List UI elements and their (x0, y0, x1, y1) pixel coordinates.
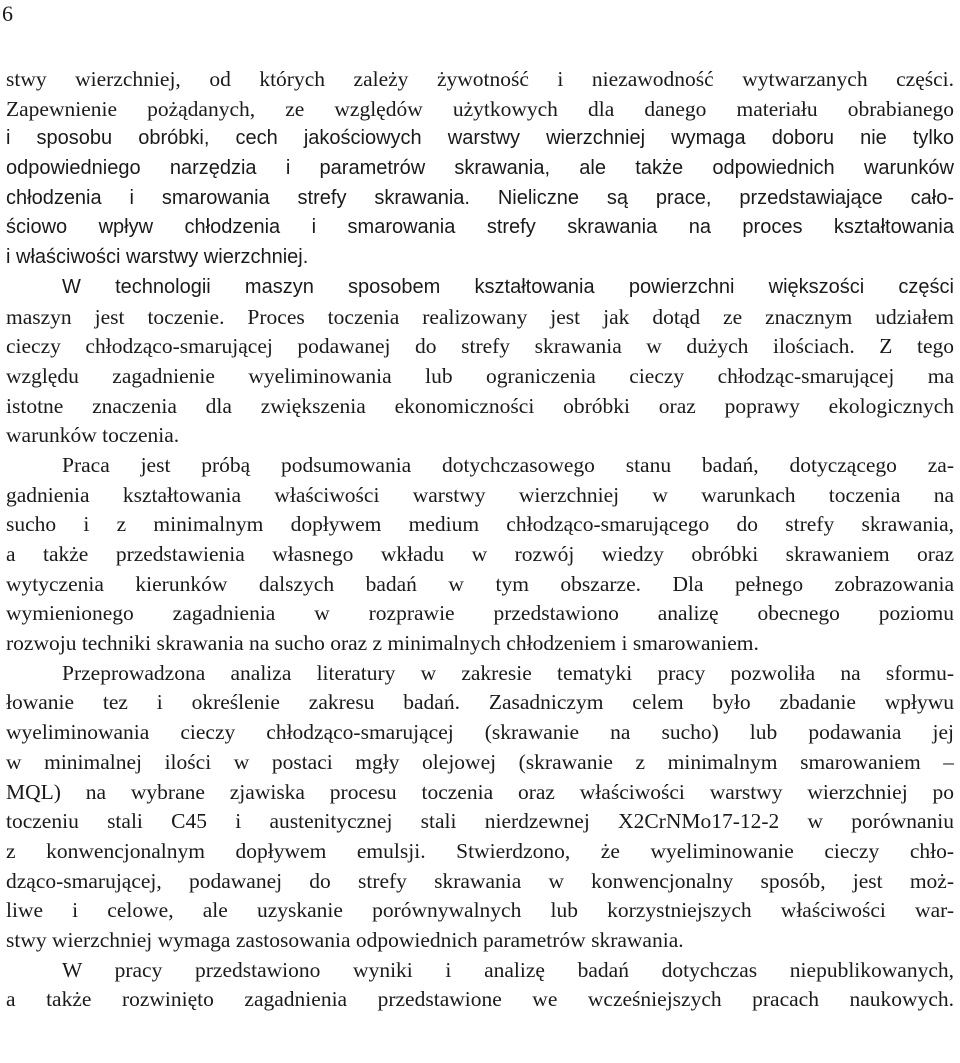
text-line: i sposobu obróbki, cech jakościowych warstwy wierzchniej wymaga doboru nie tylko (6, 127, 954, 150)
text-line: W technologii maszyn sposobem kształtowania powierzchni większości części (62, 275, 954, 298)
text-line: stwy wierzchniej, od których zależy żywotność i niezawodność wytwarzanych części. (6, 67, 954, 91)
text-line: Praca jest próbą podsumowania dotychczasowego stanu badań, dotyczącego za- (62, 452, 954, 477)
text-line: warunków toczenia. (6, 423, 180, 448)
text-line: wyeliminowania cieczy chłodząco-smarującej (skrawanie na sucho) lub podawania jej (6, 720, 954, 745)
text-line: a także przedstawienia własnego wkładu w rozwój wiedzy obróbki skrawaniem oraz (6, 542, 954, 566)
text-line: Zapewnienie pożądanych, ze względów użytkowych dla danego materiału obrabianego (6, 96, 954, 121)
text-line: odpowiedniego narzędzia i parametrów skrawania, ale także odpowiednich warunków (6, 157, 954, 180)
text-line: liwe i celowe, ale uzyskanie porównywalnych lub korzystniejszych właściwości war- (6, 898, 954, 923)
text-line: a także rozwinięto zagadnienia przedstawione we wcześniejszych pracach naukowych. (6, 987, 954, 1012)
text-line: istotne znaczenia dla zwiększenia ekonomiczności obróbki oraz poprawy ekologicznych (6, 393, 954, 418)
text-line: Przeprowadzona analiza literatury w zakresie tematyki pracy pozwoliła na sformu- (62, 660, 954, 685)
text-line: z konwencjonalnym dopływem emulsji. Stwierdzono, że wyeliminowanie cieczy chło- (6, 838, 954, 863)
text-line: w minimalnej ilości w postaci mgły olejowej (skrawanie z minimalnym smarowaniem – (6, 749, 954, 774)
text-line: sucho i z minimalnym dopływem medium chłodząco-smarującego do strefy skrawania, (6, 512, 954, 537)
text-line: gadnienia kształtowania właściwości warstwy wierzchniej w warunkach toczenia na (6, 482, 954, 507)
text-line: rozwoju techniki skrawania na sucho oraz z minimalnych chłodzeniem i smarowaniem. (6, 631, 759, 656)
text-line: maszyn jest toczenie. Proces toczenia realizowany jest jak dotąd ze znacznym udziałem (6, 304, 954, 329)
text-line: MQL) na wybrane zjawiska procesu toczenia oraz właściwości warstwy wierzchniej po (6, 779, 954, 804)
text-line: łowanie tez i określenie zakresu badań. Zasadniczym celem było zbadanie wpływu (6, 690, 954, 715)
page-number: 6 (2, 1, 13, 26)
text-line: wytyczenia kierunków dalszych badań w tym obszarze. Dla pełnego zobrazowania (6, 571, 954, 596)
text-line: W pracy przedstawiono wyniki i analizę badań dotychczas niepublikowanych, (62, 957, 954, 982)
text-line: cieczy chłodząco-smarującej podawanej do strefy skrawania w dużych ilościach. Z tego (6, 334, 954, 359)
text-line: ściowo wpływ chłodzenia i smarowania strefy skrawania na proces kształtowania (6, 216, 954, 239)
text-line: względu zagadnienie wyeliminowania lub ograniczenia cieczy chłodząc-smarującej ma (6, 363, 954, 388)
text-line: dząco-smarującej, podawanej do strefy skrawania w konwencjonalny sposób, jest moż- (6, 868, 954, 893)
text-line: toczeniu stali C45 i austenitycznej stali nierdzewnej X2CrNMo17-12-2 w porównaniu (6, 809, 954, 834)
text-line: wymienionego zagadnienia w rozprawie przedstawiono analizę obecnego poziomu (6, 601, 954, 626)
body-text (6, 65, 954, 1015)
text-line: i właściwości warstwy wierzchniej. (6, 246, 309, 269)
text-line: stwy wierzchniej wymaga zastosowania odpowiednich parametrów skrawania. (6, 927, 684, 952)
text-line: chłodzenia i smarowania strefy skrawania. Nieliczne są prace, przedstawiające cało- (6, 186, 954, 209)
